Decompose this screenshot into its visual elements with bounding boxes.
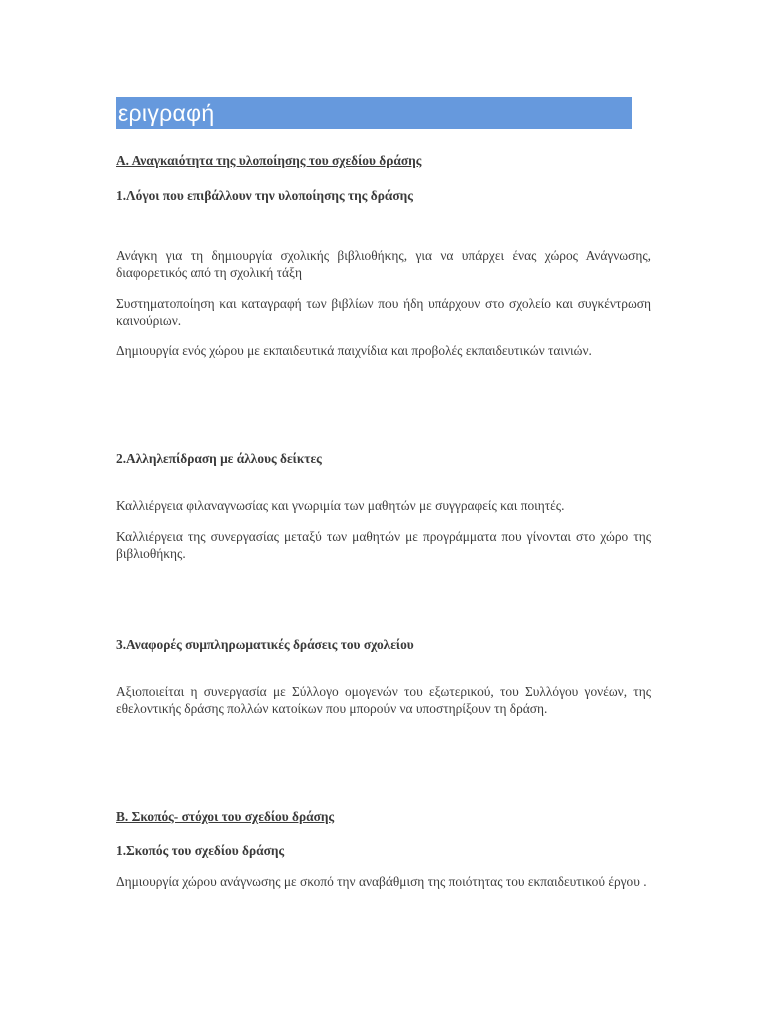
subsection-heading-b1: 1.Σκοπός του σχεδίου δράσης	[116, 843, 285, 858]
paragraph-a2-2: Καλλιέργεια της συνεργασίας μεταξύ των μαθητών με προγράμματα που γίνονται στο χώρο της βιβλιοθήκης.	[116, 529, 651, 561]
paragraph-b1-1: Δημιουργία χώρου ανάγνωσης με σκοπό την αναβάθμιση της ποιότητας του εκπαιδευτικού έργου .	[116, 874, 647, 889]
subsection-heading-a1: 1.Λόγοι που επιβάλλουν την υλοποίησης της δράσης	[116, 188, 413, 203]
section-heading-b: Β. Σκοπός- στόχοι του σχεδίου δράσης	[116, 809, 335, 824]
paragraph-a3-1: Αξιοποιείται η συνεργασία με Σύλλογο ομογενών του εξωτερικού, του Συλλόγου γονέων, της εθελοντικής δράσης πολλών κατοίκων που μπορούν να υποστηρίξουν τη δράση.	[116, 684, 651, 716]
page-title: εριγραφή	[118, 100, 215, 126]
paragraph-a1-1: Ανάγκη για τη δημιουργία σχολικής βιβλιοθήκης, για να υπάρχει ένας χώρος Ανάγνωσης, διαφορετικός από τη σχολική τάξη	[116, 248, 651, 280]
subsection-heading-a2: 2.Αλληλεπίδραση με άλλους δείκτες	[116, 451, 322, 466]
paragraph-a1-2: Συστηματοποίηση και καταγραφή των βιβλίων που ήδη υπάρχουν στο σχολείο και συγκέντρωση καινούριων.	[116, 296, 651, 328]
title-banner	[116, 97, 632, 129]
section-heading-a: Α. Αναγκαιότητα της υλοποίησης του σχεδίου δράσης	[116, 153, 422, 168]
paragraph-a2-1: Καλλιέργεια φιλαναγνωσίας και γνωριμία των μαθητών με συγγραφείς και ποιητές.	[116, 498, 565, 513]
paragraph-a1-3: Δημιουργία ενός χώρου με εκπαιδευτικά παιχνίδια και προβολές εκπαιδευτικών ταινιών.	[116, 343, 592, 358]
subsection-heading-a3: 3.Αναφορές συμπληρωματικές δράσεις του σχολείου	[116, 637, 414, 652]
